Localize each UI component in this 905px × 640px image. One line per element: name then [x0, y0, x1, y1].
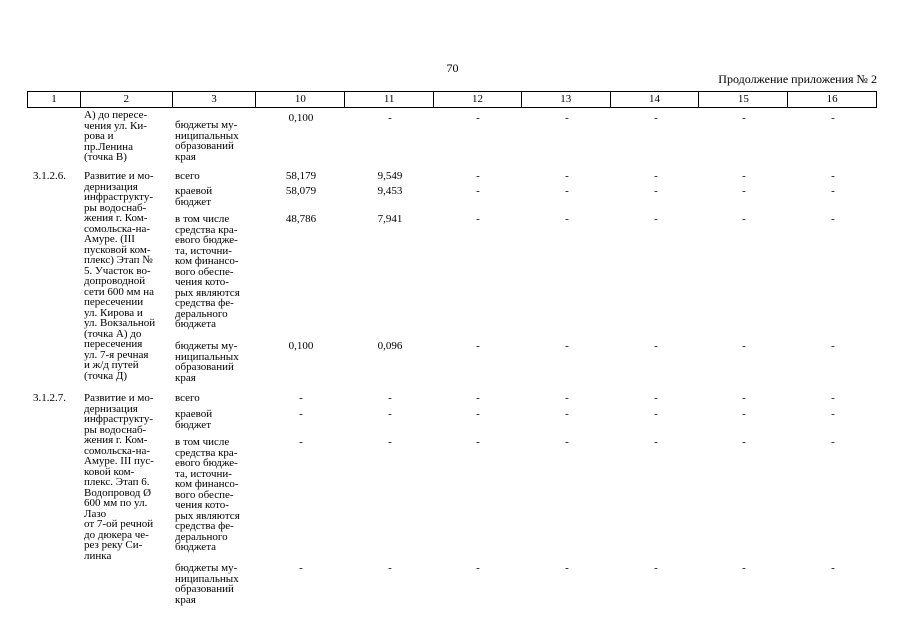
value-cell: - [831, 112, 835, 124]
value-cell: - [831, 170, 835, 182]
value-cell: - [831, 185, 835, 197]
value-cell: - [476, 112, 480, 124]
value-cell: - [565, 112, 569, 124]
value-cell: 0,096 [377, 340, 403, 352]
value-cell: 58,079 [285, 185, 317, 197]
value-cell: 9,549 [377, 170, 403, 182]
header-col: 10 [256, 92, 345, 107]
item-name: А) до пересе- чения ул. Ки- рова и пр.Ленина (точка В) [84, 109, 148, 163]
value-cell: - [654, 562, 658, 574]
funding-source: бюджеты му- ниципальных образований края [175, 340, 239, 384]
value-cell: - [831, 340, 835, 352]
header-col: 13 [522, 92, 611, 107]
value-cell: - [565, 392, 569, 404]
value-cell: - [476, 408, 480, 420]
value-cell: - [831, 436, 835, 448]
header-col: 15 [699, 92, 788, 107]
header-col: 12 [434, 92, 522, 107]
value-cell: - [654, 436, 658, 448]
value-cell: - [742, 562, 746, 574]
value-cell: - [476, 436, 480, 448]
value-cell: - [742, 170, 746, 182]
value-cell: 0,100 [288, 112, 314, 124]
funding-source: всего [175, 392, 200, 404]
value-cell: - [831, 562, 835, 574]
funding-source: бюджеты му- ниципальных образований края [175, 119, 239, 163]
value-cell: 9,453 [377, 185, 403, 197]
item-name: Развитие и мо- дернизация инфраструкту- ры водоснаб- жения г. Ком- сомольска-на- Амуре. (III пусковой ком- плекс) Этап № 5. Участок во- допроводной сети 600 мм на пересечении ул. Кирова и ул. Вокзальной (точка А) до пересечения ул. 7-я речная и ж/д путей (точка Д) [84, 170, 156, 382]
value-cell: - [831, 392, 835, 404]
header-col: 11 [345, 92, 434, 107]
value-cell: - [299, 392, 303, 404]
page-number: 70 [446, 61, 459, 75]
value-cell: - [476, 170, 480, 182]
value-cell: - [388, 436, 392, 448]
value-cell: - [742, 185, 746, 197]
value-cell: 48,786 [285, 213, 317, 225]
value-cell: - [654, 408, 658, 420]
item-code: 3.1.2.6. [33, 170, 66, 182]
value-cell: - [654, 392, 658, 404]
value-cell: - [565, 436, 569, 448]
value-cell: - [388, 392, 392, 404]
value-cell: - [742, 392, 746, 404]
value-cell: - [742, 436, 746, 448]
value-cell: - [654, 185, 658, 197]
header-col: 3 [173, 92, 257, 107]
value-cell: - [476, 392, 480, 404]
item-code: 3.1.2.7. [33, 392, 66, 404]
value-cell: - [831, 408, 835, 420]
value-cell: - [299, 436, 303, 448]
funding-source: в том числе средства кра- евого бюдже- та, источни- ком финансо- вого обеспе- чения кото- рых являются средства фе- дерального бюджета [175, 436, 240, 553]
header-col: 2 [81, 92, 173, 107]
funding-source: краевой бюджет [175, 185, 213, 208]
value-cell: - [476, 185, 480, 197]
funding-source: всего [175, 170, 200, 182]
value-cell: - [654, 170, 658, 182]
value-cell: - [565, 213, 569, 225]
item-name: Развитие и мо- дернизация инфраструкту- ры водоснаб- жения г. Ком- сомольска-на- Амуре. III пус- ковой ком- плекс. Этап 6. Водопровод Ø 600 мм по ул. Лазо от 7-ой речной до дюкера че- рез реку Си- линка [84, 392, 154, 562]
value-cell: - [565, 170, 569, 182]
value-cell: - [476, 562, 480, 574]
value-cell: - [388, 112, 392, 124]
value-cell: - [742, 340, 746, 352]
value-cell: - [565, 408, 569, 420]
value-cell: - [565, 562, 569, 574]
funding-source: краевой бюджет [175, 408, 213, 431]
continuation-label: Продолжение приложения № 2 [718, 72, 877, 86]
value-cell: - [299, 408, 303, 420]
header-col: 14 [611, 92, 700, 107]
value-cell: - [476, 213, 480, 225]
header-col: 1 [28, 92, 81, 107]
value-cell: - [476, 340, 480, 352]
value-cell: - [742, 112, 746, 124]
value-cell: - [742, 213, 746, 225]
value-cell: - [831, 213, 835, 225]
value-cell: 58,179 [285, 170, 317, 182]
funding-source: бюджеты му- ниципальных образований края [175, 562, 239, 606]
value-cell: 0,100 [288, 340, 314, 352]
value-cell: - [388, 408, 392, 420]
value-cell: - [299, 562, 303, 574]
value-cell: - [742, 408, 746, 420]
value-cell: - [654, 112, 658, 124]
value-cell: - [654, 213, 658, 225]
value-cell: - [565, 185, 569, 197]
value-cell: - [565, 340, 569, 352]
value-cell: - [388, 562, 392, 574]
header-col: 16 [826, 93, 838, 105]
value-cell: 7,941 [377, 213, 403, 225]
value-cell: - [654, 340, 658, 352]
funding-source: в том числе средства кра- евого бюдже- та, источни- ком финансо- вого обеспе- чения кото- рых являются средства фе- дерального бюджета [175, 213, 240, 330]
table-header [27, 91, 877, 108]
